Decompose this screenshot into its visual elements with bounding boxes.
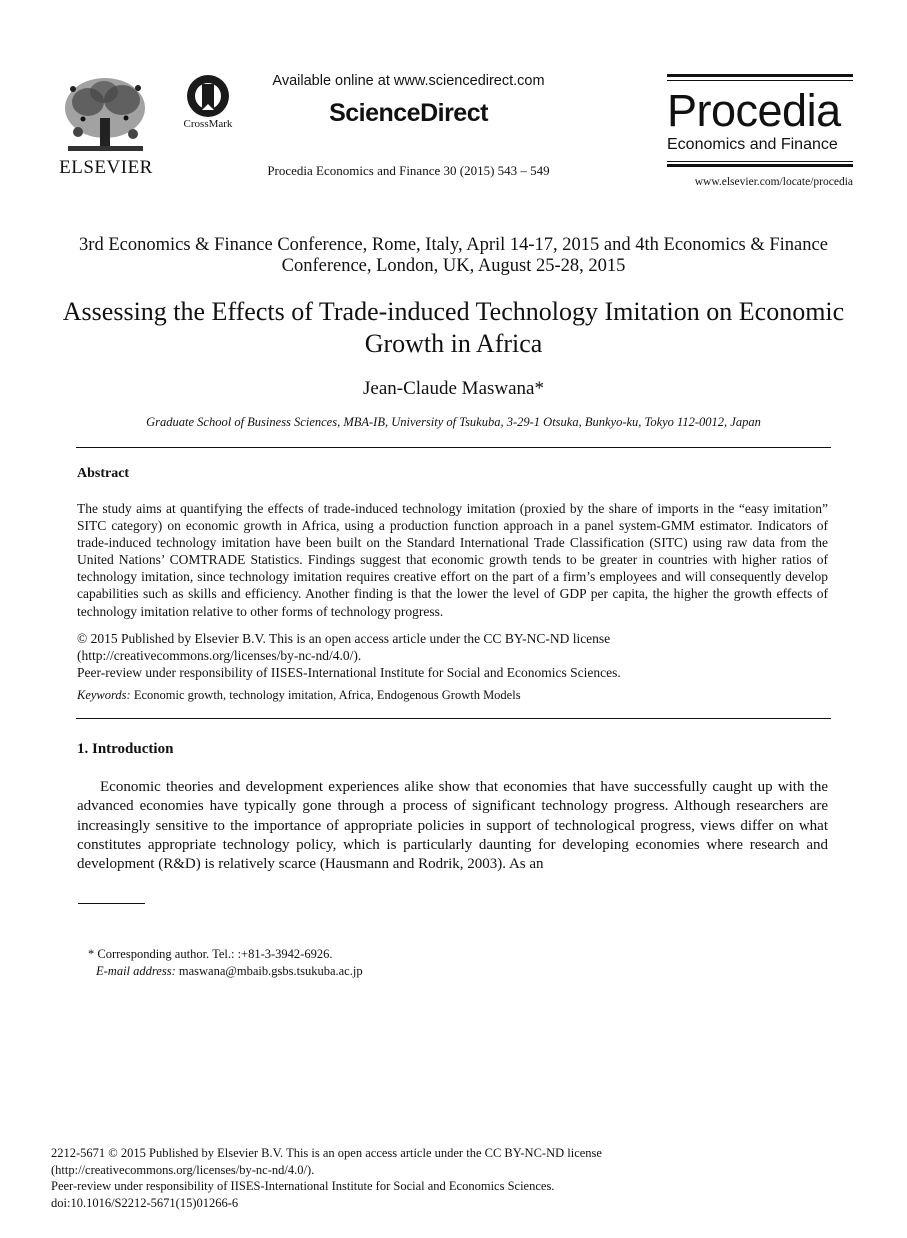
masthead-rule	[667, 164, 853, 167]
conference-name: 3rd Economics & Finance Conference, Rome, Italy, April 14-17, 2015 and 4th Economics & Finance Conference, London, UK, August 25-28, 2015	[79, 235, 828, 276]
peer-review-line: Peer-review under responsibility of IISES-International Institute for Social and Economics Sciences.	[51, 1179, 555, 1194]
footnote-rule	[78, 903, 145, 904]
license-link[interactable]: (http://creativecommons.org/licenses/by-nc-nd/4.0/).	[77, 647, 362, 663]
email-address[interactable]: maswana@mbaib.gsbs.tsukuba.ac.jp	[175, 964, 363, 978]
doi[interactable]: doi:10.1016/S2212-5671(15)01266-6	[51, 1195, 239, 1210]
abstract-body: The study aims at quantifying the effects of trade-induced technology imitation (proxied by the share of imports in the “easy imitation” SITC category) on economic growth in Africa, using a production function approach in a panel system-GMM estimator. Indicators of trade-induced technology imitation have been built on the Standard International Trade Classification (SITC) using raw data from the United Nations’ COMTRADE Statistics. Findings suggest that economic growth tends to be greater in countries with higher ratios of technology imitation, since technology imitation requires creative effort on the part of a firm’s employees and will consequently develop capabilities such as skills and efficiency. Another finding is that the lower the level of GDP per capita, the higher the growth effects of technology imitation relative to other forms of technology progress.	[77, 501, 828, 619]
email-note	[96, 964, 363, 979]
email-label: E-mail address:	[96, 964, 176, 978]
keywords	[77, 688, 828, 703]
journal-brand: Procedia	[667, 85, 841, 136]
license-line: © 2015 Published by Elsevier B.V. This is an open access article under the CC BY-NC-ND license	[77, 631, 611, 646]
crossmark-label: CrossMark	[183, 118, 233, 130]
procedia-masthead	[667, 74, 853, 194]
author-name: Jean-Claude Maswana*	[363, 378, 544, 399]
abstract-heading: Abstract	[77, 466, 130, 481]
section-divider	[76, 447, 831, 448]
keywords-list: Economic growth, technology imitation, Africa, Endogenous Growth Models	[130, 688, 521, 702]
available-online-text: Available online at www.sciencedirect.com	[272, 73, 545, 89]
publisher-name: ELSEVIER	[59, 157, 153, 178]
section-divider	[76, 718, 831, 719]
copyright-link[interactable]: (http://creativecommons.org/licenses/by-nc-nd/4.0/).	[51, 1162, 315, 1177]
journal-reference: Procedia Economics and Finance 30 (2015) 543 – 549	[267, 163, 550, 178]
paper-title: Assessing the Effects of Trade-induced Technology Imitation on Economic Growth in Africa	[62, 297, 845, 358]
keywords-label: Keywords:	[77, 688, 131, 702]
masthead-rule	[667, 80, 853, 81]
license-notice	[77, 631, 828, 681]
journal-url[interactable]: www.elsevier.com/locate/procedia	[694, 176, 853, 188]
introduction-heading: 1. Introduction	[77, 741, 174, 757]
author-affiliation: Graduate School of Business Sciences, MBA-IB, University of Tsukuba, 3-29-1 Otsuka, Bunkyo-ku, Tokyo 112-0012, Japan	[146, 415, 761, 429]
peer-review-line: Peer-review under responsibility of IISES-International Institute for Social and Economics Sciences.	[77, 664, 621, 680]
masthead-rule	[667, 161, 853, 162]
copyright-line: 2212-5671 © 2015 Published by Elsevier B.V. This is an open access article under the CC BY-NC-ND license	[51, 1146, 602, 1160]
copyright-block	[51, 1145, 851, 1211]
corresponding-author-note: * Corresponding author. Tel.: :+81-3-3942-6926.	[88, 947, 333, 961]
masthead-rule	[667, 74, 853, 77]
sciencedirect-title: ScienceDirect	[329, 99, 488, 127]
journal-brand-sub: Economics and Finance	[667, 136, 838, 153]
introduction-body: Economic theories and development experiences alike show that economies that have successfully caught up with the advanced economies have typically gone through a process of significant technology progress. Although researchers are increasingly sensitive to the importance of appropriate policies in support of technological progress, views differ on what constitutes appropriate technology policy, which is particularly daunting for developing economies where research and development (R&D) is relatively scarce (Hausmann and Rodrik, 2003). As an	[77, 779, 828, 873]
